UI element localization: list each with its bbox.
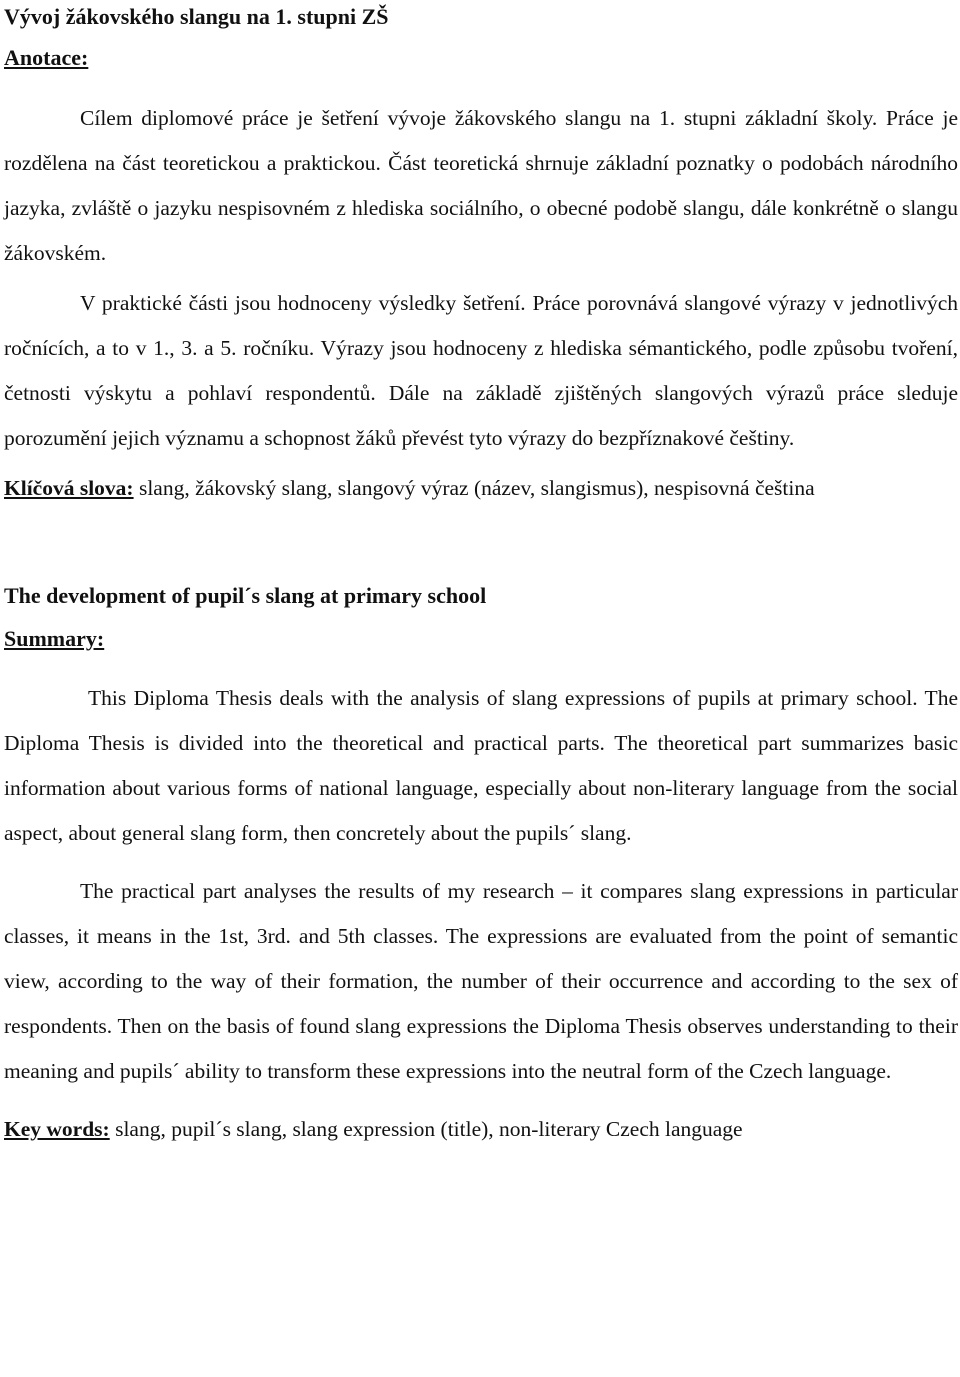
czech-title: Vývoj žákovského slangu na 1. stupni ZŠ (4, 4, 389, 29)
czech-keywords-text: slang, žákovský slang, slangový výraz (název, slangismus), nespisovná čeština (133, 476, 815, 500)
czech-paragraph-1: Cílem diplomové práce je šetření vývoje žákovského slangu na 1. stupni základní školy. Práce je rozdělena na část teoretickou a praktickou. Část teoretická shrnuje základní poznatky o podobách národního jazyka, zvláště o jazyku nespisovném z hlediska sociálního, o obecné podobě slangu, dále konkrétně o slangu žákovském. (4, 106, 958, 265)
english-paragraph-1: This Diploma Thesis deals with the analysis of slang expressions of pupils at primary school. The Diploma Thesis is divided into the theoretical and practical parts. The theoretical part summarizes basic information about various forms of national language, especially about non-literary language from the social aspect, about general slang form, then concretely about the pupils´ slang. (4, 686, 958, 845)
czech-keywords-label: Klíčová slova: (4, 476, 134, 500)
czech-abstract (4, 2, 958, 511)
english-keywords-label: Key words: (4, 1117, 110, 1141)
english-title: The development of pupil´s slang at primary school (4, 583, 487, 608)
english-keywords-text: slang, pupil´s slang, slang expression (title), non-literary Czech language (109, 1117, 743, 1141)
czech-label: Anotace: (4, 45, 89, 70)
document-page (4, 0, 958, 1152)
english-keywords (4, 1107, 958, 1152)
english-label: Summary: (4, 626, 105, 651)
english-paragraph-2: The practical part analyses the results of my research – it compares slang expressions in particular classes, it means in the 1st, 3rd. and 5th classes. The expressions are evaluated from the point of semantic view, according to the way of their formation, the number of their occurrence and according to the sex of respondents. Then on the basis of found slang expressions the Diploma Thesis observes understanding to their meaning and pupils´ ability to transform these expressions into the neutral form of the Czech language. (4, 879, 958, 1083)
czech-keywords (4, 466, 958, 511)
english-abstract (4, 581, 958, 1152)
czech-paragraph-2: V praktické části jsou hodnoceny výsledky šetření. Práce porovnává slangové výrazy v jednotlivých ročnících, a to v 1., 3. a 5. ročníku. Výrazy jsou hodnoceny z hlediska sémantického, podle způsobu tvoření, četnosti výskytu a pohlaví respondentů. Dále na základě zjištěných slangových výrazů práce sleduje porozumění jejich významu a schopnost žáků převést tyto výrazy do bezpříznakové češtiny. (4, 291, 958, 450)
